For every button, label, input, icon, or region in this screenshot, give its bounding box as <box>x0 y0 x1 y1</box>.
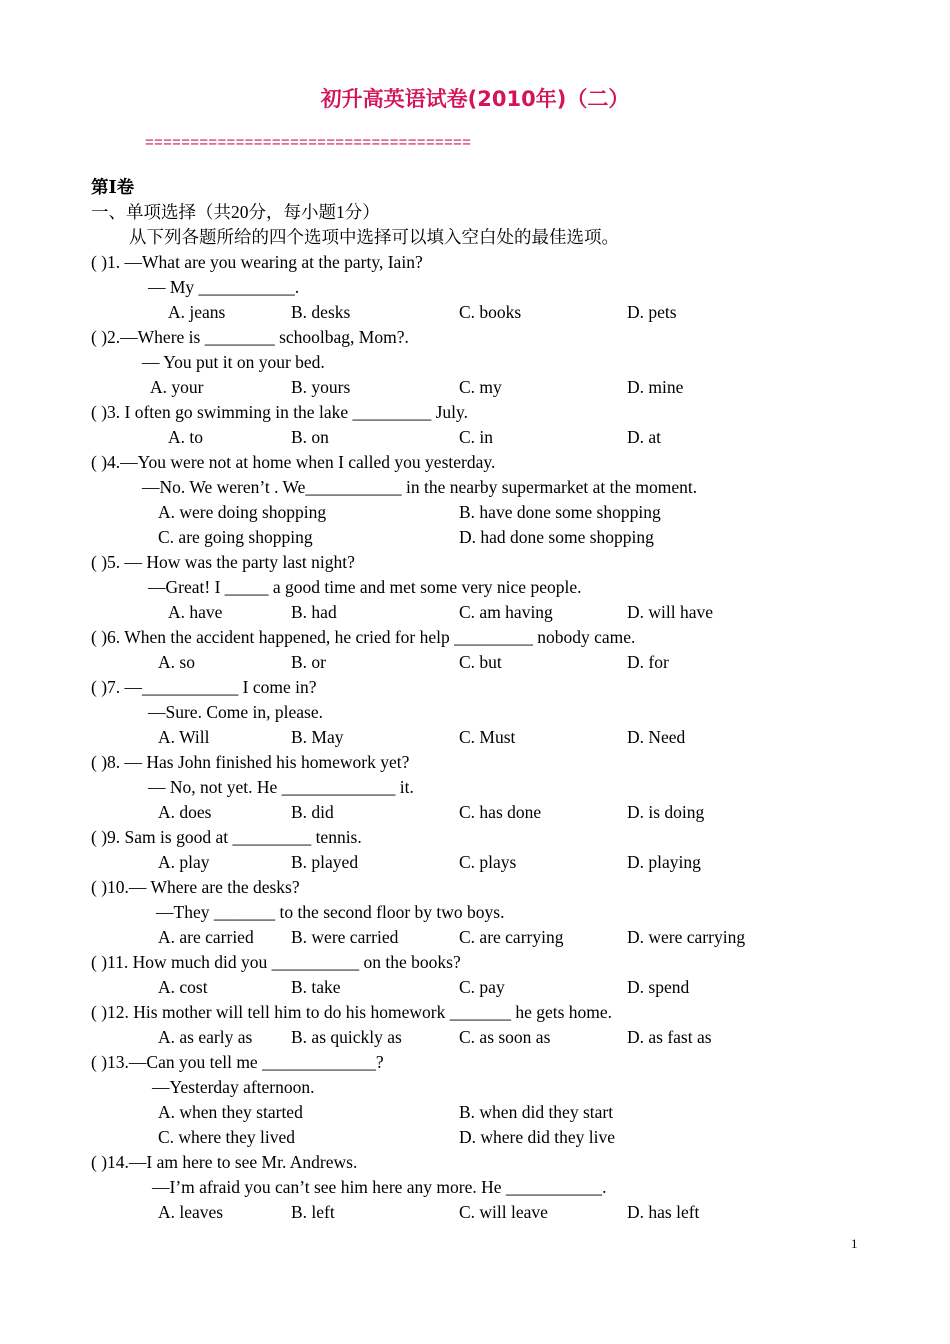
question-dialogue: —Sure. Come in, please. <box>148 702 323 722</box>
answer-option: C. Must <box>459 727 516 747</box>
answer-option: B. on <box>291 427 329 447</box>
question-dialogue: —No. We weren’t . We___________ in the nearby supermarket at the moment. <box>142 477 698 497</box>
question-stem: ( )9. Sam is good at _________ tennis. <box>91 827 362 847</box>
question-dialogue: —They _______ to the second floor by two boys. <box>156 902 505 922</box>
question-stem: ( )7. —___________ I come in? <box>91 677 317 697</box>
answer-option: A. as early as <box>158 1027 253 1047</box>
answer-option: D. has left <box>627 1202 700 1222</box>
answer-option: C. books <box>459 302 522 322</box>
answer-option: B. or <box>291 652 326 672</box>
answer-option: B. yours <box>291 377 351 397</box>
answer-option: B. when did they start <box>459 1102 614 1122</box>
page-number: 1 <box>851 1236 858 1251</box>
question-stem: ( )5. — How was the party last night? <box>91 552 355 572</box>
answer-option: B. did <box>291 802 334 822</box>
answer-option: D. were carrying <box>627 927 746 947</box>
answer-option: C. my <box>459 377 502 397</box>
answer-option: A. so <box>158 652 195 672</box>
question-dialogue: —I’m afraid you can’t see him here any more. He ___________. <box>152 1177 607 1197</box>
question-stem: ( )2.—Where is ________ schoolbag, Mom?. <box>91 327 409 347</box>
answer-option: A. were doing shopping <box>158 502 327 522</box>
question-stem: ( )12. His mother will tell him to do his homework _______ he gets home. <box>91 1002 613 1022</box>
question-stem: ( )3. I often go swimming in the lake _________ July. <box>91 402 469 422</box>
answer-option: D. will have <box>627 602 714 622</box>
answer-option: C. pay <box>459 977 505 997</box>
answer-option: A. to <box>168 427 203 447</box>
answer-option: C. will leave <box>459 1202 548 1222</box>
answer-option: D. pets <box>627 302 677 322</box>
answer-option: D. where did they live <box>459 1127 615 1147</box>
answer-option: B. played <box>291 852 359 872</box>
section-title: 一、单项选择（共20分，每小题1分） <box>91 202 380 222</box>
answer-option: C. am having <box>459 602 553 622</box>
question-dialogue: — You put it on your bed. <box>142 352 325 372</box>
answer-option: A. when they started <box>158 1102 303 1122</box>
answer-option: C. are going shopping <box>158 527 313 547</box>
answer-option: B. were carried <box>291 927 399 947</box>
question-dialogue: — No, not yet. He _____________ it. <box>148 777 414 797</box>
answer-option: C. but <box>459 652 502 672</box>
answer-option: A. cost <box>158 977 208 997</box>
answer-option: A. your <box>150 377 204 397</box>
question-stem: ( )8. — Has John finished his homework yet? <box>91 752 410 772</box>
question-stem: ( )4.—You were not at home when I called you yesterday. <box>91 452 496 472</box>
answer-option: B. have done some shopping <box>459 502 661 522</box>
instruction: 从下列各题所给的四个选项中选择可以填入空白处的最佳选项。 <box>129 227 619 247</box>
answer-option: C. are carrying <box>459 927 564 947</box>
answer-option: A. have <box>168 602 223 622</box>
answer-option: B. May <box>291 727 344 747</box>
page-title: 初升高英语试卷(2010年)（二） <box>320 87 630 111</box>
answer-option: D. mine <box>627 377 684 397</box>
question-stem: ( )6. When the accident happened, he cried for help _________ nobody came. <box>91 627 636 647</box>
answer-option: B. as quickly as <box>291 1027 402 1047</box>
answer-option: D. as fast as <box>627 1027 712 1047</box>
question-stem: ( )10.— Where are the desks? <box>91 877 300 897</box>
answer-option: A. leaves <box>158 1202 224 1222</box>
answer-option: B. take <box>291 977 341 997</box>
answer-option: D. is doing <box>627 802 705 822</box>
answer-option: B. left <box>291 1202 335 1222</box>
answer-option: A. does <box>158 802 212 822</box>
question-dialogue: —Yesterday afternoon. <box>152 1077 315 1097</box>
divider-line: ==================================== <box>145 134 472 151</box>
answer-option: C. in <box>459 427 494 447</box>
answer-option: D. playing <box>627 852 701 872</box>
question-dialogue: —Great! I _____ a good time and met some very nice people. <box>148 577 582 597</box>
answer-option: C. where they lived <box>158 1127 296 1147</box>
answer-option: B. desks <box>291 302 351 322</box>
answer-option: C. plays <box>459 852 517 872</box>
part-heading: 第Ⅰ卷 <box>91 177 135 197</box>
question-stem: ( )14.—I am here to see Mr. Andrews. <box>91 1152 358 1172</box>
answer-option: B. had <box>291 602 337 622</box>
answer-option: D. spend <box>627 977 690 997</box>
answer-option: A. play <box>158 852 210 872</box>
answer-option: C. has done <box>459 802 542 822</box>
answer-option: A. Will <box>158 727 210 747</box>
question-dialogue: — My ___________. <box>148 277 300 297</box>
answer-option: C. as soon as <box>459 1027 551 1047</box>
question-stem: ( )11. How much did you __________ on the books? <box>91 952 461 972</box>
answer-option: D. for <box>627 652 669 672</box>
answer-option: D. had done some shopping <box>459 527 654 547</box>
answer-option: D. Need <box>627 727 686 747</box>
answer-option: A. are carried <box>158 927 254 947</box>
question-stem: ( )1. —What are you wearing at the party, Iain? <box>91 252 423 272</box>
answer-option: A. jeans <box>168 302 226 322</box>
question-stem: ( )13.—Can you tell me _____________? <box>91 1052 384 1072</box>
answer-option: D. at <box>627 427 662 447</box>
